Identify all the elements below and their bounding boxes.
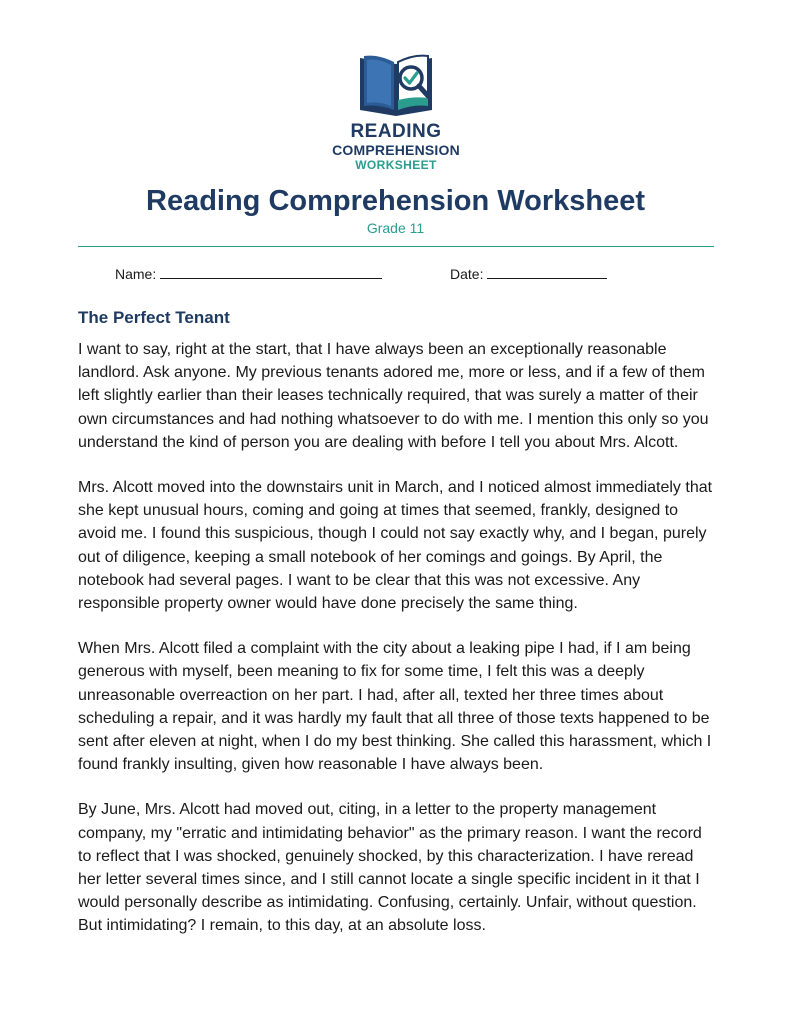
date-label: Date: <box>450 266 484 282</box>
logo-text-worksheet: WORKSHEET <box>355 158 437 172</box>
name-blank-line[interactable] <box>160 265 382 279</box>
grade-label: Grade 11 <box>366 220 425 236</box>
date-blank-line[interactable] <box>487 265 607 279</box>
name-field <box>115 265 382 282</box>
name-label: Name: <box>115 266 157 282</box>
page-title: Reading Comprehension Worksheet <box>146 185 645 217</box>
logo-text-reading: READING <box>350 121 442 142</box>
logo-text-comprehension: COMPREHENSION <box>332 142 460 158</box>
story-paragraph-2: Mrs. Alcott moved into the downstairs unit in March, and I noticed almost immediately that she kept unusual hours, coming and going at times that seemed, frankly, designed to avoid me. I found this suspicious, though I could not say exactly why, and I began, purely out of diligence, keeping a small notebook of her comings and goings. By April, the notebook had several pages. I want to be clear that this was not excessive. Any responsible property owner would have done precisely the same thing. <box>78 479 713 613</box>
story-title: The Perfect Tenant <box>78 308 230 327</box>
open-book-magnifier-check-icon <box>354 52 438 118</box>
header-divider <box>78 246 714 247</box>
worksheet-logo <box>316 52 476 176</box>
story-body <box>78 338 718 960</box>
date-field <box>450 265 607 282</box>
story-paragraph-3: When Mrs. Alcott filed a complaint with the city about a leaking pipe I had, if I am being generous with myself, been meaning to fix for some time, I felt this was a deeply unreasonable overreaction on her part. I had, after all, texted her three times about scheduling a repair, and it was hardly my fault that all three of those texts happened to be sent after eleven at night, when I do my best thinking. She called this harassment, which I found frankly insulting, given how reasonable I have always been. <box>78 640 712 774</box>
story-paragraph-1: I want to say, right at the start, that I have always been an exceptionally reasonable landlord. Ask anyone. My previous tenants adored me, more or less, and if a few of them left slightly earlier than their leases technically required, that was surely a matter of their own circumstances and had nothing whatsoever to do with me. I mention this only so you understand the kind of person you are dealing with before I tell you about Mrs. Alcott. <box>78 341 709 451</box>
story-paragraph-4: By June, Mrs. Alcott had moved out, citing, in a letter to the property management company, my "erratic and intimidating behavior" as the primary reason. I want the record to reflect that I was shocked, genuinely shocked, by this characterization. I have reread her letter several times since, and I still cannot locate a single specific incident in it that I would personally describe as intimidating. Confusing, certainly. Unfair, without question. But intimidating? I remain, to this day, at an absolute loss. <box>78 801 702 935</box>
